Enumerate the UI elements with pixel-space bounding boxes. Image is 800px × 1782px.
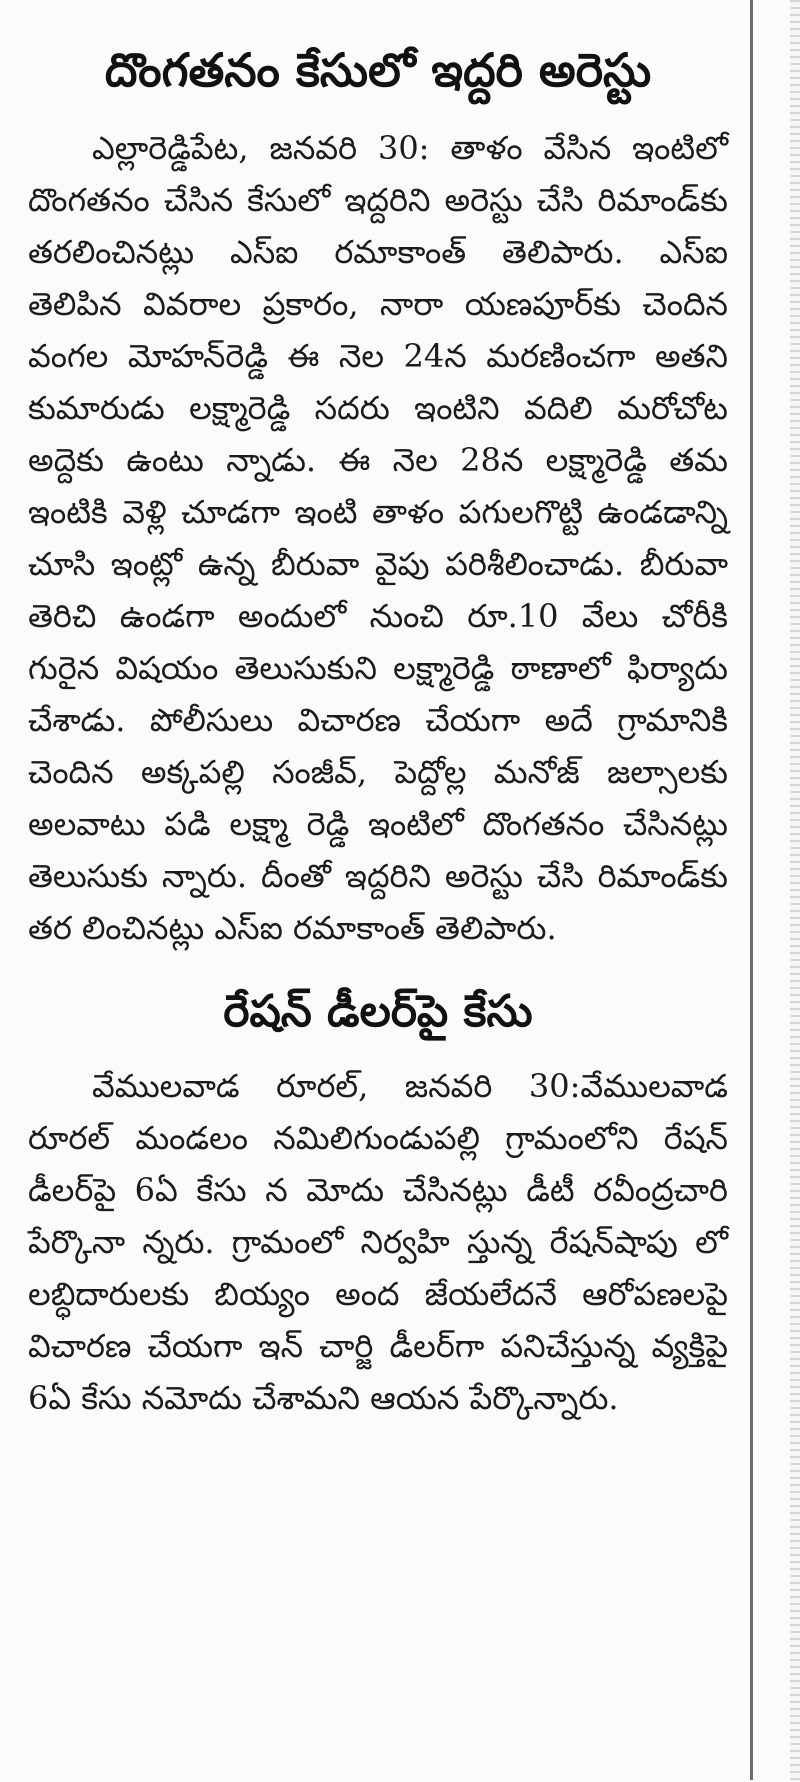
article-2-body: వేములవాడ రూరల్, జనవరి 30:వేములవాడ రూరల్ మండలం నమిలిగుండుపల్లి గ్రామంలోని రేషన్ డీలర్‌పై 6ఏ కేసు న మోదు చేసినట్లు డీటీ రవీంద్రచారి పేర్కొనా న్నరు. గ్రామంలో నిర్వహి స్తున్న రేషన్‌షాపు లో లబ్ధిదారులకు బియ్యం అంద జేయలేదనే ఆరోపణలపై విచారణ చేయగా ఇన్ చార్జి డీలర్‌గా పనిచేస్తున్న వ్యక్తిపై 6ఏ కేసు నమోదు చేశామని ఆయన పేర్కొన్నారు. <box>28 1067 728 1417</box>
column-divider <box>750 0 753 1780</box>
article-column <box>28 0 728 1424</box>
adjacent-column-edge <box>790 0 800 1782</box>
article-2-headline: రేషన్ డీలర్‌పై కేసు <box>223 986 533 1037</box>
article-1-headline: దొంగతనం కేసులో ఇద్దరి అరెస్టు <box>104 43 652 97</box>
article-1-body: ఎల్లారెడ్డిపేట, జనవరి 30: తాళం వేసిన ఇంటిలో దొంగతనం చేసిన కేసులో ఇద్దరిని అరెస్టు చేసి రిమాండ్‌కు తరలించినట్లు ఎస్‌ఐ రమాకాంత్ తెలిపారు. ఎస్‌ఐ తెలిపిన వివరాల ప్రకారం, నారా యణపూర్‌కు చెందిన వంగల మోహన్‌రెడ్డి ఈ నెల 24న మరణించగా అతని కుమారుడు లక్ష్మారెడ్డి సదరు ఇంటిని వదిలి మరోచోట అద్దెకు ఉంటు న్నాడు. ఈ నెల 28న లక్ష్మారెడ్డి తమ ఇంటికి వెళ్లి చూడగా ఇంటి తాళం పగులగొట్టి ఉండడాన్ని చూసి ఇంట్లో ఉన్న బీరువా వైపు పరిశీలించాడు. బీరువా తెరిచి ఉండగా అందులో నుంచి రూ.10 వేలు చోరీకి గురైన విషయం తెలుసుకుని లక్ష్మారెడ్డి ఠాణాలో ఫిర్యాదు చేశాడు. పోలీసులు విచారణ చేయగా అదే గ్రామానికి చెందిన అక్కపల్లి సంజీవ్, పెద్దోల్ల మనోజ్ జల్సాలకు అలవాటు పడి లక్ష్మా రెడ్డి ఇంటిలో దొంగతనం చేసినట్లు తెలుసుకు న్నారు. దీంతో ఇద్దరిని అరెస్టు చేసి రిమాండ్‌కు తర లించినట్లు ఎస్‌ఐ రమాకాంత్ తెలిపారు. <box>28 129 728 947</box>
